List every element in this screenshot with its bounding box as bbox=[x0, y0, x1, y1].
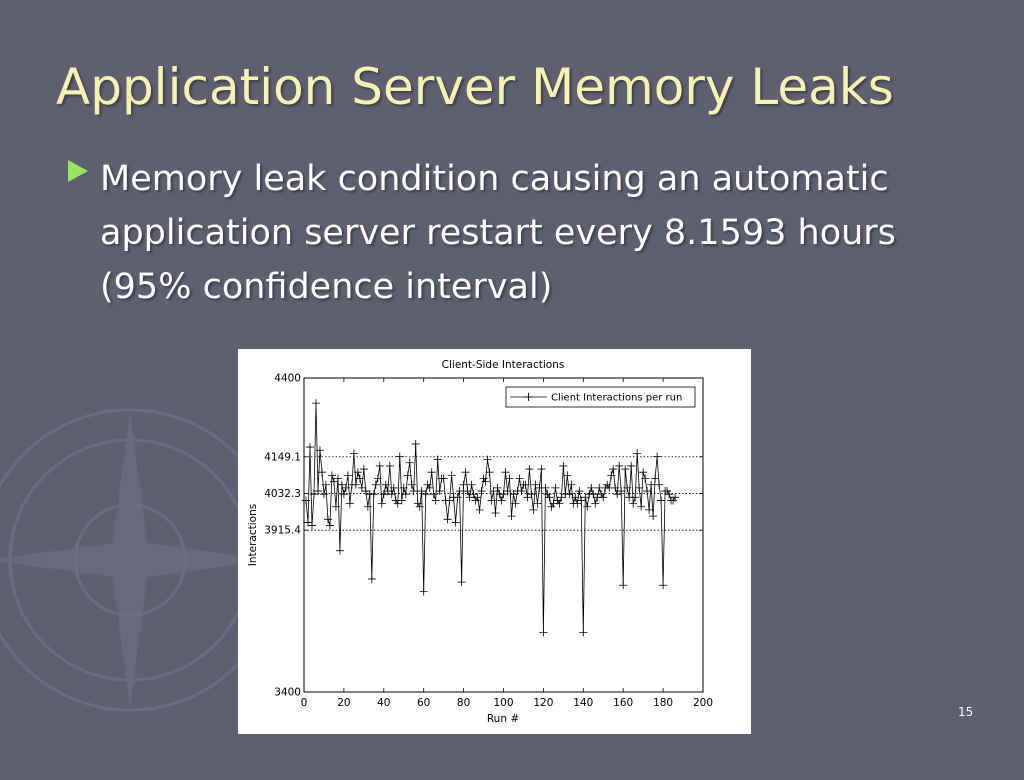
data-point-marker bbox=[336, 547, 344, 555]
slide-number: 15 bbox=[958, 705, 974, 719]
chart-panel bbox=[238, 349, 751, 734]
data-point-marker bbox=[306, 443, 314, 451]
data-point-marker bbox=[551, 484, 559, 492]
x-axis-label: Run # bbox=[486, 713, 520, 725]
data-point-marker bbox=[406, 459, 414, 467]
data-point-marker bbox=[637, 503, 645, 511]
chart-svg bbox=[238, 349, 751, 734]
x-tick-label: 60 bbox=[417, 697, 431, 709]
legend bbox=[506, 387, 695, 407]
legend-label: Client Interactions per run bbox=[551, 392, 683, 404]
data-point-marker bbox=[452, 518, 460, 526]
data-point-marker bbox=[515, 474, 523, 482]
data-point-marker bbox=[350, 449, 358, 457]
series-line bbox=[306, 403, 675, 632]
data-point-marker bbox=[533, 500, 541, 508]
data-point-marker bbox=[541, 484, 549, 492]
bullet-text: Memory leak condition causing an automatic application server restart every 8.1593 hours (95% confidence interval) bbox=[100, 159, 896, 307]
data-point-marker bbox=[324, 515, 332, 523]
x-tick-label: 20 bbox=[337, 697, 351, 709]
data-point-marker bbox=[420, 588, 428, 596]
y-tick-label: 3400 bbox=[274, 686, 301, 699]
data-point-marker bbox=[368, 575, 376, 583]
plot-frame bbox=[304, 378, 703, 692]
data-point-marker bbox=[444, 515, 452, 523]
data-point-marker bbox=[312, 399, 320, 407]
x-tick-label: 160 bbox=[613, 697, 634, 709]
data-point-marker bbox=[372, 481, 380, 489]
data-point-marker bbox=[476, 506, 484, 514]
data-point-marker bbox=[378, 500, 386, 508]
data-point-marker bbox=[657, 496, 665, 504]
data-point-marker bbox=[559, 462, 567, 470]
data-point-marker bbox=[539, 628, 547, 636]
data-point-marker bbox=[633, 449, 641, 457]
x-tick-label: 0 bbox=[300, 697, 308, 709]
bullet-arrow-icon bbox=[68, 160, 88, 182]
data-point-marker bbox=[478, 487, 486, 495]
y-tick-label: 4032.3 bbox=[264, 487, 301, 500]
data-point-marker bbox=[432, 496, 440, 504]
x-tick-label: 120 bbox=[533, 697, 554, 709]
data-point-marker bbox=[629, 500, 637, 508]
x-tick-label: 180 bbox=[653, 697, 674, 709]
data-point-marker bbox=[575, 487, 583, 495]
data-point-marker bbox=[619, 581, 627, 589]
data-point-marker bbox=[376, 462, 384, 470]
y-tick-label: 3915.4 bbox=[264, 524, 301, 537]
data-point-marker bbox=[454, 493, 462, 501]
data-point-marker bbox=[344, 471, 352, 479]
data-point-marker bbox=[529, 506, 537, 514]
data-point-marker bbox=[440, 474, 448, 482]
data-point-marker bbox=[386, 462, 394, 470]
x-tick-label: 80 bbox=[456, 697, 471, 709]
x-tick-label: 100 bbox=[493, 697, 514, 709]
y-tick-label: 4400 bbox=[274, 372, 301, 385]
data-point-marker bbox=[639, 468, 647, 476]
data-point-marker bbox=[649, 512, 657, 520]
data-point-marker bbox=[326, 522, 334, 530]
data-point-marker bbox=[525, 465, 533, 473]
data-point-marker bbox=[408, 481, 416, 489]
data-point-marker bbox=[579, 628, 587, 636]
y-axis-label: Interactions bbox=[247, 503, 259, 567]
x-tick-label: 140 bbox=[573, 697, 594, 709]
data-point-marker bbox=[537, 465, 545, 473]
data-point-marker bbox=[458, 578, 466, 586]
data-point-marker bbox=[448, 471, 456, 479]
data-point-marker bbox=[340, 490, 348, 498]
y-tick-label: 4149.1 bbox=[264, 451, 301, 464]
data-point-marker bbox=[501, 468, 509, 476]
data-point-marker bbox=[346, 500, 354, 508]
data-point-marker bbox=[645, 506, 653, 514]
data-point-marker bbox=[396, 453, 404, 461]
data-point-marker bbox=[507, 512, 515, 520]
data-point-marker bbox=[364, 503, 372, 511]
data-point-marker bbox=[653, 453, 661, 461]
data-point-marker bbox=[587, 484, 595, 492]
data-point-marker bbox=[583, 503, 591, 511]
data-point-marker bbox=[412, 440, 420, 448]
data-point-marker bbox=[370, 490, 378, 498]
data-point-marker bbox=[468, 481, 476, 489]
chart-title: Client-Side Interactions bbox=[441, 359, 565, 371]
x-tick-label: 40 bbox=[377, 697, 391, 709]
data-point-marker bbox=[659, 581, 667, 589]
data-point-marker bbox=[428, 468, 436, 476]
data-point-marker bbox=[655, 481, 663, 489]
x-tick-label: 200 bbox=[692, 697, 714, 709]
data-point-marker bbox=[498, 496, 506, 504]
data-point-marker bbox=[492, 509, 500, 517]
data-point-marker bbox=[647, 481, 655, 489]
data-point-marker bbox=[651, 474, 659, 482]
slide-title: Application Server Memory Leaks bbox=[56, 58, 894, 116]
data-point-marker bbox=[591, 500, 599, 508]
data-point-marker bbox=[462, 468, 470, 476]
